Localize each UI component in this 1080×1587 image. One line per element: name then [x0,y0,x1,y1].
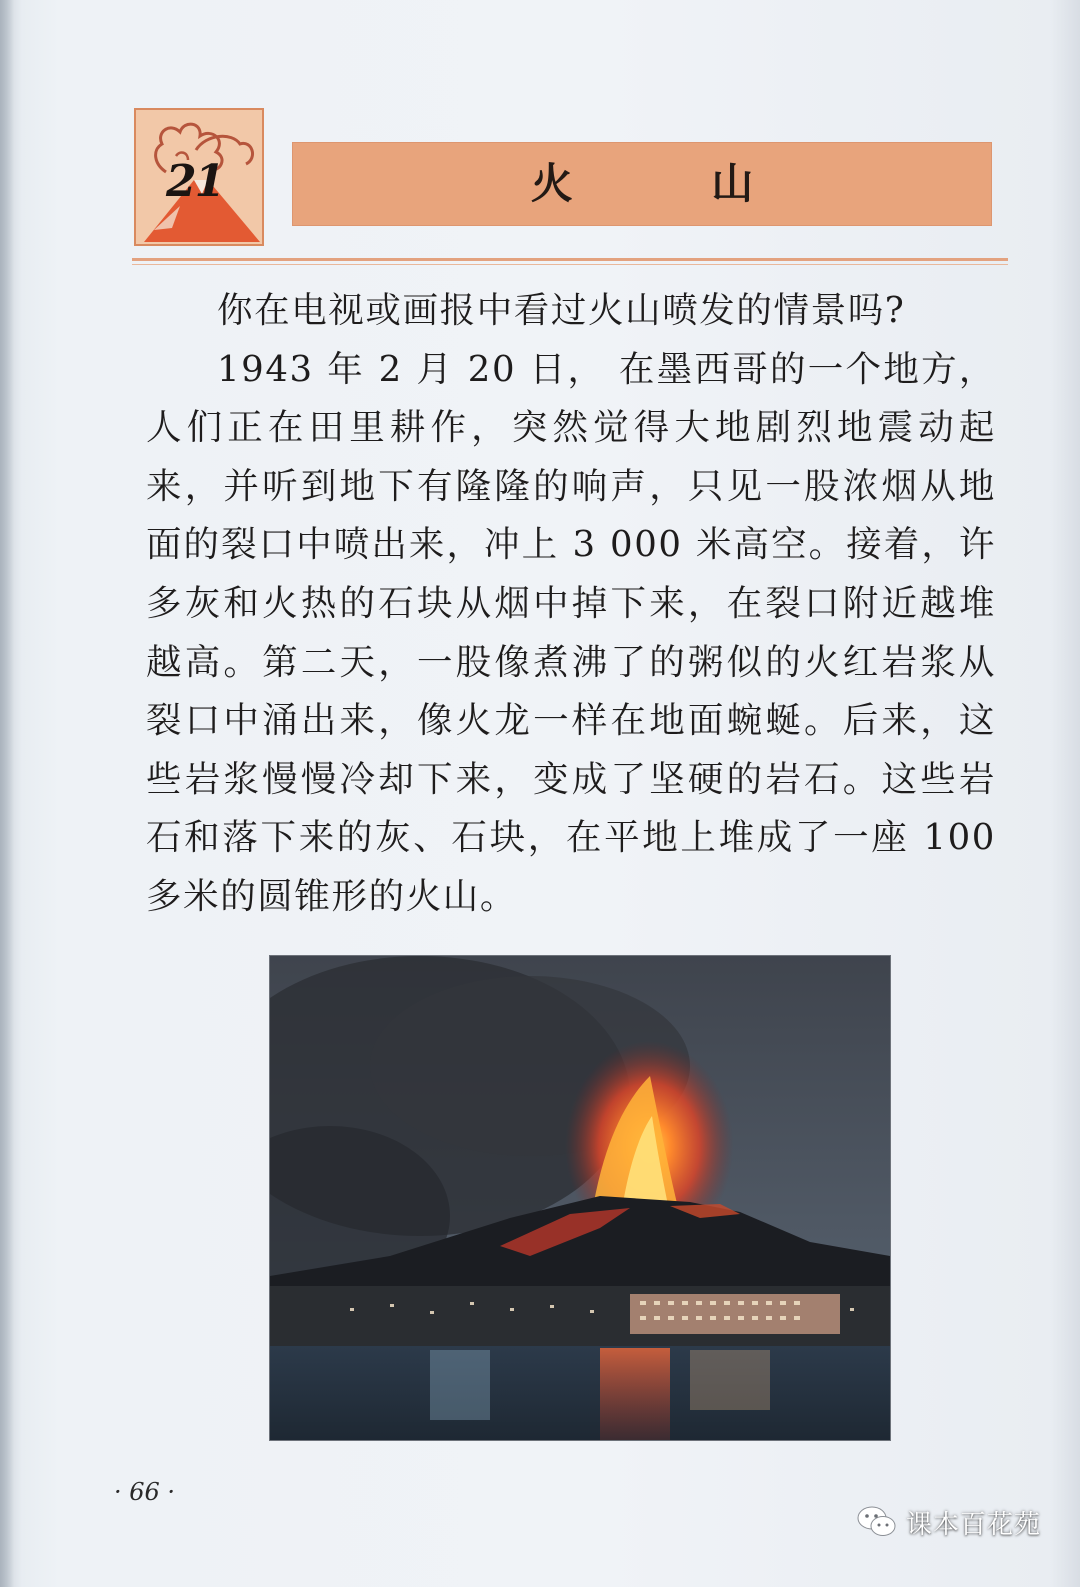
page-gutter-shadow [0,0,14,1587]
lesson-title: 火 山 [530,159,816,208]
paragraph-story: 1943 年 2 月 20 日， 在墨西哥的一个地方，人们正在田里耕作，突然觉得大地剧烈地震动起来，并听到地下有隆隆的响声，只见一股浓烟从地面的裂口中喷出来，冲上 3 000 米高空。接着，许多灰和火热的石块从烟中掉下来，在裂口附近越堆越高。第二天，一股像煮沸了的粥似的火红岩浆从裂口中涌出来，像火龙一样在地面蜿蜒。后来，这些岩浆慢慢冷却下来，变成了坚硬的岩石。这些岩石和落下来的灰、石块，在平地上堆成了一座 100 多米的圆锥形的火山。 [146,348,996,917]
watermark [856,1500,1041,1544]
page-number: · 66 · [114,1478,176,1506]
title-divider-thin [132,264,1008,265]
paragraph-question: 你在电视或画报中看过火山喷发的情景吗? [217,290,906,331]
title-divider [132,258,1008,261]
lesson-badge [134,108,264,246]
wechat-icon [856,1504,898,1540]
lesson-body [146,282,996,927]
title-bar [292,142,992,226]
watermark-text: 课本百花苑 [906,1509,1042,1540]
volcano-eruption-photo [270,956,890,1440]
lesson-number: 21 [166,156,224,207]
